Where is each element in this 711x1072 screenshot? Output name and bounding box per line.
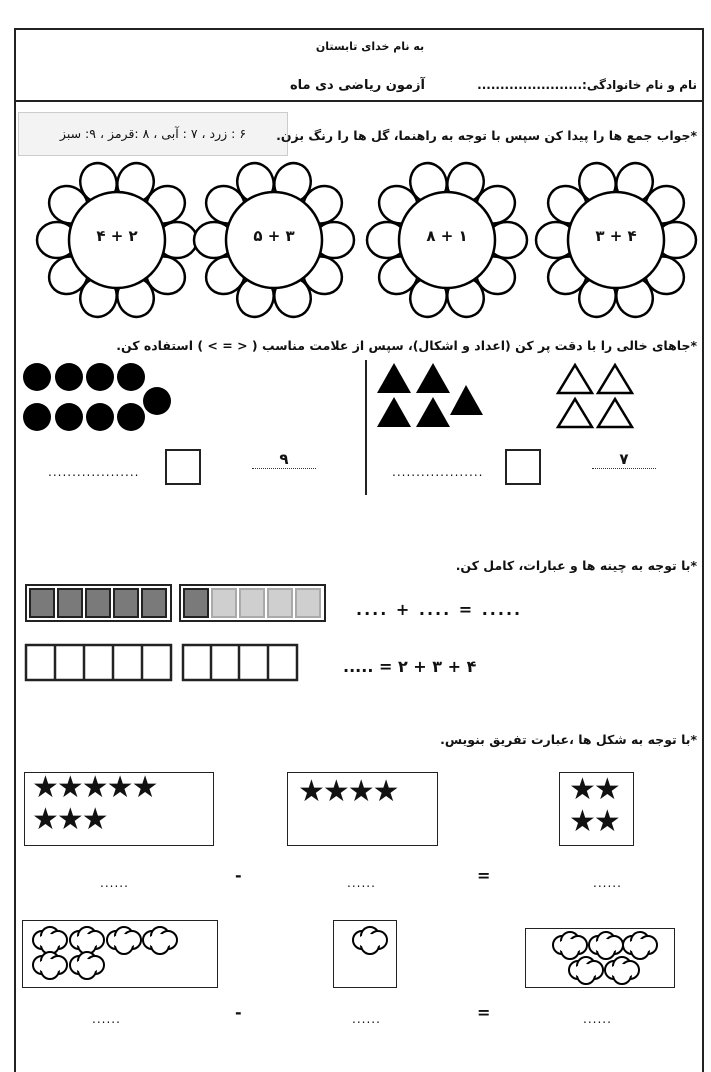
cloud-shape bbox=[143, 927, 177, 954]
stars-answer: ★★ ★★ bbox=[569, 772, 619, 839]
triangle-outline bbox=[598, 399, 632, 427]
row1-blank-b[interactable]: ...... bbox=[347, 876, 376, 890]
circle-shape bbox=[55, 363, 83, 391]
row2-blank-c[interactable]: ...... bbox=[583, 1012, 612, 1026]
block-strip-2 bbox=[180, 585, 325, 621]
cloud-shape bbox=[33, 927, 67, 954]
row2-blank-b[interactable]: ...... bbox=[352, 1012, 381, 1026]
cloud-shape bbox=[569, 957, 603, 984]
triangle-outline bbox=[598, 365, 632, 393]
student-name-field[interactable]: نام و نام خانوادگی:....................... bbox=[477, 78, 697, 92]
exam-title: آزمون ریاضی دی ماه bbox=[290, 78, 425, 93]
circle-shape bbox=[86, 363, 114, 391]
cloud-shape bbox=[70, 927, 104, 954]
section3-instruction: *با توجه به چینه ها و عبارات، کامل کن. bbox=[455, 558, 697, 573]
outline-triangles bbox=[558, 365, 632, 427]
black-triangles bbox=[377, 363, 483, 427]
circle-shape bbox=[117, 363, 145, 391]
block-strip-3 bbox=[26, 645, 171, 680]
compare-box-left[interactable] bbox=[165, 449, 201, 485]
section1-instruction: *جواب جمع ها را پیدا کن سپس با توجه به راهنما، گل ها را رنگ بزن. bbox=[276, 128, 697, 143]
cloud-shape bbox=[589, 932, 623, 959]
given-number-right: ۷ bbox=[592, 450, 656, 469]
cloud-shape bbox=[70, 952, 104, 979]
triangle-outline bbox=[558, 399, 592, 427]
row1-blank-c[interactable]: ...... bbox=[593, 876, 622, 890]
circle-shape bbox=[143, 387, 171, 415]
row2-minus: - bbox=[235, 1003, 244, 1022]
triangle-shape bbox=[377, 363, 411, 393]
triangle-shape bbox=[450, 385, 483, 415]
triangle-shape bbox=[416, 397, 450, 427]
given-number-left: ۹ bbox=[252, 450, 316, 469]
circle-shape bbox=[23, 403, 51, 431]
triangle-shape bbox=[377, 397, 411, 427]
compare-box-right[interactable] bbox=[505, 449, 541, 485]
stars-8: ★★★★★ ★★★ bbox=[32, 770, 157, 837]
color-legend: ۶ : زرد ، ۷ : آبی ، ۸ :قرمز ، ۹: سبز bbox=[18, 112, 288, 156]
expression-1[interactable]: .... + .... = ..... bbox=[356, 600, 523, 619]
row1-blank-a[interactable]: ...... bbox=[100, 876, 129, 890]
flower-4-label: ۳ + ۴ bbox=[595, 227, 637, 245]
circle-shape bbox=[117, 403, 145, 431]
blank-left-count[interactable]: ................... bbox=[48, 465, 140, 479]
flower-1-label: ۴ + ۲ bbox=[96, 227, 138, 245]
row1-minus: - bbox=[235, 866, 244, 885]
cloud-shape bbox=[107, 927, 141, 954]
section4-instruction: *با توجه به شکل ها ،عبارت تفریق بنویس. bbox=[440, 732, 697, 747]
expression-2[interactable]: ۴ + ۳ + ۲ = ..... bbox=[343, 657, 477, 676]
header-divider bbox=[14, 100, 704, 102]
cloud-shape bbox=[553, 932, 587, 959]
circle-shape bbox=[86, 403, 114, 431]
blank-right-count[interactable]: ................... bbox=[392, 465, 484, 479]
cloud-shape bbox=[605, 957, 639, 984]
row2-blank-a[interactable]: ...... bbox=[92, 1012, 121, 1026]
block-strip-4 bbox=[183, 645, 297, 680]
triangle-outline bbox=[558, 365, 592, 393]
circle-shape bbox=[23, 363, 51, 391]
cloud-shape bbox=[623, 932, 657, 959]
row1-equals: = bbox=[477, 866, 493, 885]
cloud-shape bbox=[33, 952, 67, 979]
cloud-shape bbox=[353, 927, 387, 954]
flower-3-label: ۸ + ۱ bbox=[426, 227, 468, 245]
section2-instruction: *جاهای خالی را با دقت پر کن (اعداد و اشکال)، سپس از علامت مناسب ( < = > ) استفاده کن. bbox=[116, 338, 697, 353]
row2-equals: = bbox=[477, 1003, 493, 1022]
flower-2-label: ۵ + ۳ bbox=[253, 227, 295, 245]
clouds-svg bbox=[0, 920, 711, 1000]
stars-4: ★★★★ bbox=[298, 774, 398, 809]
black-circles bbox=[23, 363, 171, 431]
basmala: به نام خدای تابستان bbox=[315, 40, 425, 53]
triangle-shape bbox=[416, 363, 450, 393]
block-strip-1 bbox=[26, 585, 171, 621]
circle-shape bbox=[55, 403, 83, 431]
